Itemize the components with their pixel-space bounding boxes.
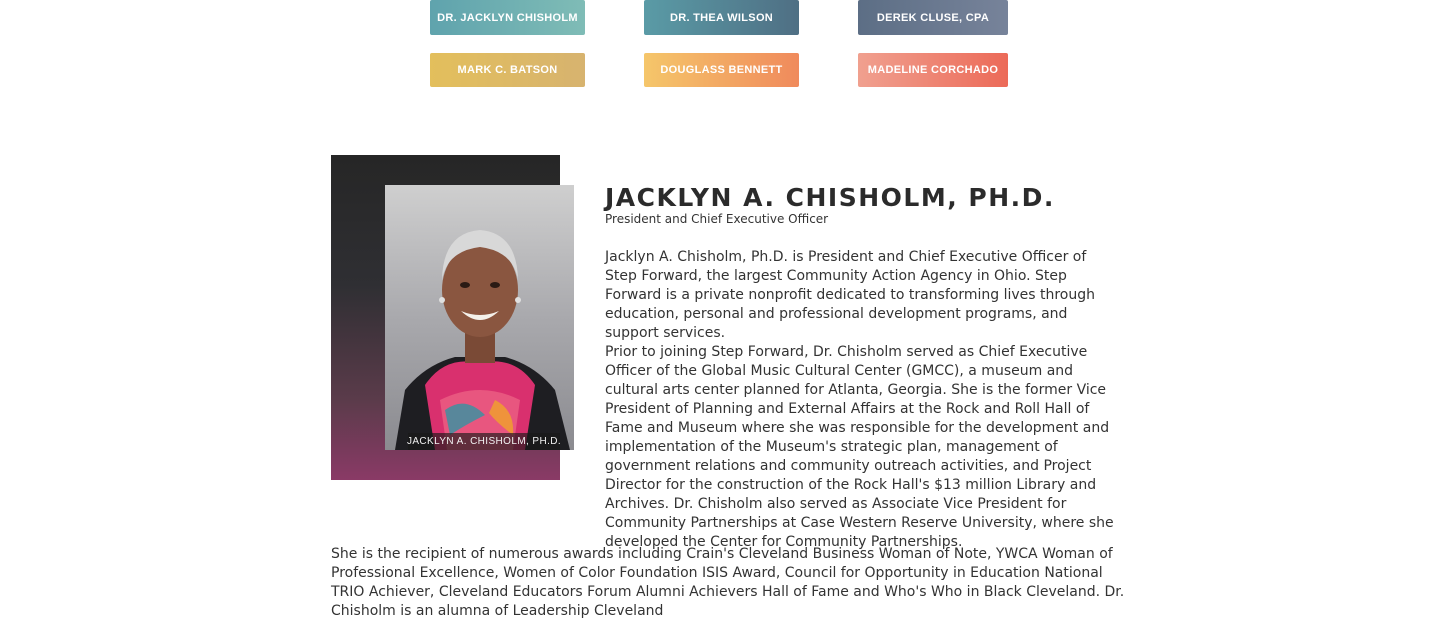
team-button-mark-batson[interactable]: MARK C. BATSON	[430, 53, 585, 87]
team-button-douglass-bennett[interactable]: DOUGLASS BENNETT	[644, 53, 799, 87]
photo-caption: JACKLYN A. CHISHOLM, PH.D.	[408, 433, 560, 450]
portrait-illustration	[385, 185, 574, 450]
team-button-thea-wilson[interactable]: DR. THEA WILSON	[644, 0, 799, 35]
bio-paragraph: Prior to joining Step Forward, Dr. Chisholm served as Chief Executive Officer of the Global Music Cultural Center (GMCC), a museum and cultural arts center planned for Atlanta, Georgia. She is the former Vice President of Planning and External Affairs at the Rock and Roll Hall of Fame and Museum where she was responsible for the development and implementation of the Museum's strategic plan, management of government relations and community outreach activities, and Project Director for the construction of the Rock Hall's $13 million Library and Archives. Dr. Chisholm also served as Associate Vice President for Community Partnerships at Case Western Reserve University, where she developed the Center for Community Partnerships.	[605, 344, 1114, 550]
team-button-jacklyn-chisholm[interactable]: DR. JACKLYN CHISHOLM	[430, 0, 585, 35]
team-button-derek-cluse[interactable]: DEREK CLUSE, CPA	[858, 0, 1008, 35]
bio-paragraph: Jacklyn A. Chisholm, Ph.D. is President and Chief Executive Officer of Step Forward, the largest Community Action Agency in Ohio. Step Forward is a private nonprofit dedicated to transforming lives through education, personal and professional development programs, and support services.	[605, 249, 1095, 341]
profile-title: President and Chief Executive Officer	[605, 212, 829, 226]
profile-name: JACKLYN A. CHISHOLM, PH.D.	[605, 183, 1055, 212]
team-button-madeline-corchado[interactable]: MADELINE CORCHADO	[858, 53, 1008, 87]
bio-paragraph: She is the recipient of numerous awards including Crain's Cleveland Business Woman of Note, YWCA Woman of Professional Excellence, Women of Color Foundation ISIS Award, Council for Opportunity in Education National TRIO Achiever, Cleveland Educators Forum Alumni Achievers Hall of Fame and Who's Who in Black Cleveland. Dr. Chisholm is an alumna of Leadership Cleveland	[331, 546, 1125, 619]
profile-photo	[385, 185, 574, 450]
